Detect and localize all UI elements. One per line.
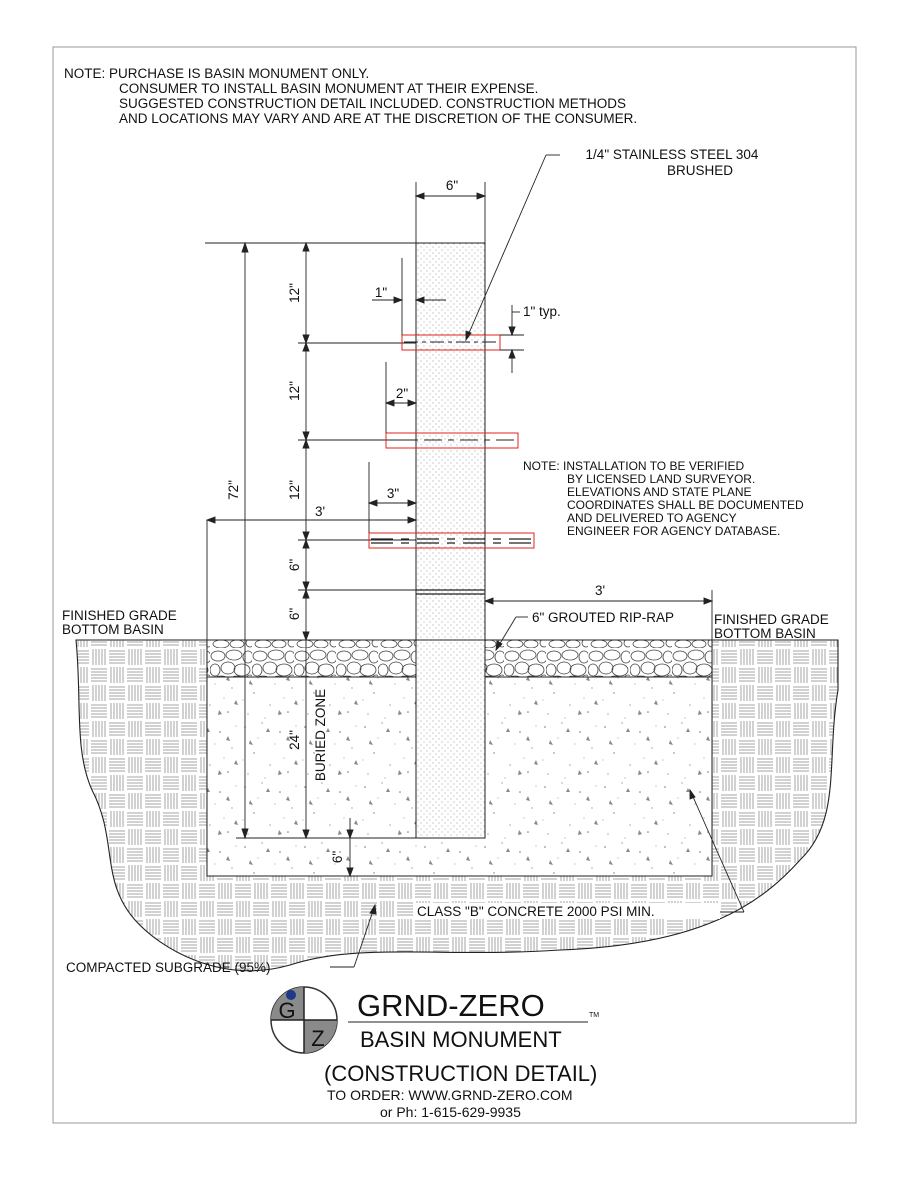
steel-callout-line-2: BRUSHED [666, 163, 734, 178]
grade-right-line-1: FINISHED GRADE [714, 612, 829, 627]
grade-left-line-2: BOTTOM BASIN [62, 622, 164, 637]
dim-seg-12-b: 12" [287, 381, 302, 401]
dim-seg-6-b: 6" [287, 607, 302, 621]
top-note [64, 66, 637, 126]
subgrade-callout: COMPACTED SUBGRADE (95%) [66, 960, 271, 975]
logo-letter-g: G [278, 998, 296, 1023]
dim-band-typ-label: 1" typ. [523, 304, 561, 319]
brand-tm: TM [589, 1012, 600, 1019]
top-note-line-4: AND LOCATIONS MAY VARY AND ARE AT THE DISCRETION OF THE CONSUMER. [119, 111, 638, 126]
grade-left-line-1: FINISHED GRADE [62, 608, 177, 623]
install-note-line-2: BY LICENSED LAND SURVEYOR. [567, 472, 756, 486]
order-phone: or Ph: 1-615-629-9935 [380, 1104, 521, 1120]
install-note-line-1: NOTE: INSTALLATION TO BE VERIFIED [523, 459, 745, 473]
dim-total-height-label: 72" [226, 480, 241, 500]
riprap-callout: 6" GROUTED RIP-RAP [532, 610, 675, 625]
dim-seg-12-a: 12" [287, 283, 302, 303]
install-note-line-4: COORDINATES SHALL BE DOCUMENTED [567, 498, 804, 512]
dim-width-top-label: 6" [445, 178, 459, 193]
order-website: TO ORDER: WWW.GRND-ZERO.COM [327, 1087, 573, 1103]
brand-name: GRND-ZERO [357, 988, 545, 1023]
dim-offset-3: 3" [386, 486, 400, 501]
dim-3ft-left: 3' [314, 504, 326, 519]
steel-callout-line-1: 1/4" STAINLESS STEEL 304 [585, 147, 759, 162]
dim-3ft-right: 3' [594, 583, 606, 598]
dim-offset-2: 2" [395, 386, 409, 401]
dim-seg-6-a: 6" [287, 558, 302, 572]
install-note [523, 459, 804, 538]
dim-segments [303, 243, 309, 640]
top-note-line-3: SUGGESTED CONSTRUCTION DETAIL INCLUDED. CONSTRUCTION METHODS [119, 96, 627, 111]
logo-letter-z: Z [311, 1026, 325, 1051]
dim-offset-1: 1" [374, 285, 388, 300]
dim-bottom-6-label: 6" [330, 850, 345, 864]
logo [271, 987, 337, 1053]
detail-subtitle: (CONSTRUCTION DETAIL) [324, 1061, 598, 1086]
dim-seg-12-c: 12" [287, 480, 302, 500]
dim-buried-24: 24" [287, 730, 302, 750]
concrete-callout: CLASS "B" CONCRETE 2000 PSI MIN. [417, 904, 655, 919]
grade-right-line-2: BOTTOM BASIN [714, 626, 816, 641]
top-note-line-2: CONSUMER TO INSTALL BASIN MONUMENT AT THEIR EXPENSE. [119, 81, 539, 96]
install-note-line-5: AND DELIVERED TO AGENCY [567, 511, 737, 525]
buried-zone-label: BURIED ZONE [313, 688, 328, 782]
monument-post [416, 243, 485, 838]
product-name: BASIN MONUMENT [360, 1027, 562, 1052]
top-note-line-1: NOTE: PURCHASE IS BASIN MONUMENT ONLY. [64, 66, 370, 81]
install-note-line-6: ENGINEER FOR AGENCY DATABASE. [567, 524, 781, 538]
dim-band-typ [500, 305, 524, 373]
install-note-line-3: ELEVATIONS AND STATE PLANE [567, 485, 752, 499]
